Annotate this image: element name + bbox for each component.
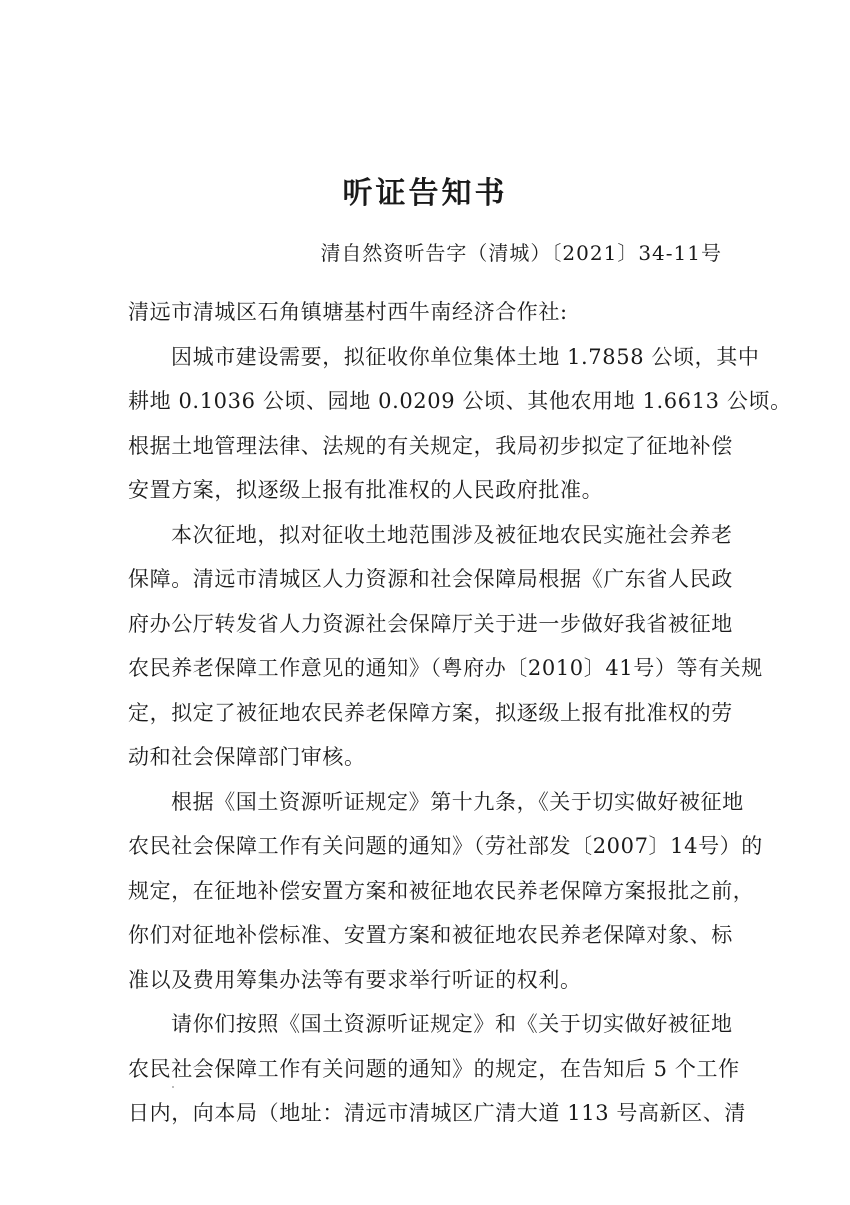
paragraph-3-line-2: 农民社会保障工作有关问题的通知》（劳社部发〔2007〕14号）的: [128, 834, 763, 858]
paragraph-3-line-1: 根据《国土资源听证规定》第十九条，《关于切实做好被征地: [171, 789, 744, 814]
addressee-line: 清远市清城区石角镇塘基村西牛南经济合作社:: [128, 300, 568, 324]
paragraph-1-line-2: 耕地 0.1036 公顷、园地 0.0209 公顷、其他农用地 1.6613 公顷。: [128, 389, 792, 413]
paragraph-4-line-1: 请你们按照《国土资源听证规定》和《关于切实做好被征地: [171, 1012, 733, 1036]
scan-speck: [172, 1086, 174, 1088]
paragraph-1-line-4: 安置方案，拟逐级上报有批准权的人民政府批准。: [128, 478, 604, 502]
document-title: 听证告知书: [342, 176, 508, 211]
paragraph-4-line-2: 农民社会保障工作有关问题的通知》的规定，在告知后 5 个工作: [128, 1056, 740, 1081]
paragraph-3-line-3: 规定，在征地补偿安置方案和被征地农民养老保障方案报批之前，: [128, 878, 755, 903]
document-body: [128, 290, 792, 1136]
paragraph-2-line-1: 本次征地，拟对征收土地范围涉及被征地农民实施社会养老: [171, 522, 733, 547]
document-number: 清自然资听告字（清城）〔2021〕34-11号: [320, 241, 722, 265]
paragraph-1-line-3: 根据土地管理法律、法规的有关规定，我局初步拟定了征地补偿: [128, 433, 733, 458]
paragraph-3-line-4: 你们对征地补偿标准、安置方案和被征地农民养老保障对象、标: [128, 923, 733, 947]
paragraph-4-line-3: 日内，向本局（地址：清远市清城区广清大道 113 号高新区、清: [128, 1101, 747, 1125]
paragraph-2-line-3: 府办公厅转发省人力资源社会保障厅关于进一步做好我省被征地: [128, 611, 733, 636]
paragraph-3-line-5: 准以及费用筹集办法等有要求举行听证的权利。: [128, 967, 582, 992]
paragraph-2-line-4: 农民养老保障工作意见的通知》（粤府办〔2010〕41号）等有关规: [128, 656, 763, 680]
paragraph-2-line-6: 动和社会保障部门审核。: [128, 745, 366, 769]
paragraph-1-line-1: 因城市建设需要，拟征收你单位集体土地 1.7858 公顷，其中: [171, 344, 760, 369]
paragraph-2-line-2: 保障。清远市清城区人力资源和社会保障局根据《广东省人民政: [128, 567, 733, 591]
paragraph-2-line-5: 定，拟定了被征地农民养老保障方案，拟逐级上报有批准权的劳: [128, 700, 733, 725]
